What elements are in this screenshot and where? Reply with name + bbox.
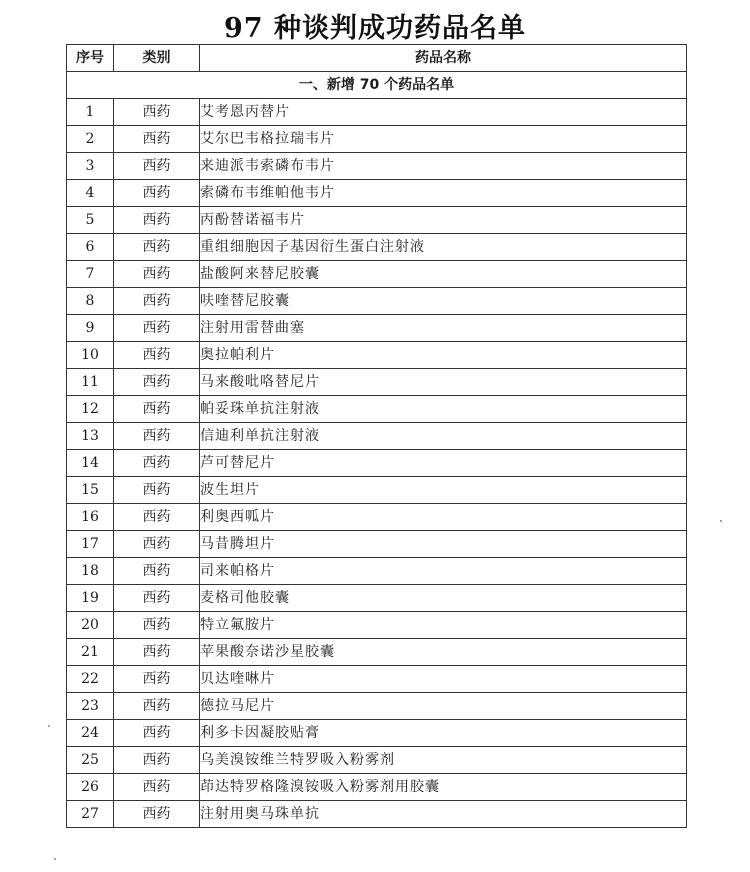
table-row xyxy=(67,450,687,477)
table-row xyxy=(67,477,687,504)
row-category: 西药 xyxy=(114,450,200,477)
row-drug-name: 注射用奥马珠单抗 xyxy=(200,801,687,828)
row-number: 14 xyxy=(67,450,114,477)
row-category: 西药 xyxy=(114,720,200,747)
table-row xyxy=(67,99,687,126)
row-category: 西药 xyxy=(114,612,200,639)
row-drug-name: 马来酸吡咯替尼片 xyxy=(200,369,687,396)
row-number: 20 xyxy=(67,612,114,639)
row-category: 西药 xyxy=(114,369,200,396)
drug-list-table xyxy=(66,44,687,828)
row-number: 3 xyxy=(67,153,114,180)
row-number: 10 xyxy=(67,342,114,369)
table-row xyxy=(67,504,687,531)
section-heading: 一、新增 70 个药品名单 xyxy=(67,72,687,99)
table-row xyxy=(67,612,687,639)
row-category: 西药 xyxy=(114,531,200,558)
row-category: 西药 xyxy=(114,153,200,180)
row-category: 西药 xyxy=(114,774,200,801)
row-drug-name: 来迪派韦索磷布韦片 xyxy=(200,153,687,180)
row-drug-name: 重组细胞因子基因衍生蛋白注射液 xyxy=(200,234,687,261)
row-category: 西药 xyxy=(114,666,200,693)
header-number: 序号 xyxy=(67,45,114,72)
row-drug-name: 艾尔巴韦格拉瑞韦片 xyxy=(200,126,687,153)
table-row xyxy=(67,369,687,396)
row-category: 西药 xyxy=(114,801,200,828)
row-drug-name: 贝达喹啉片 xyxy=(200,666,687,693)
row-drug-name: 信迪利单抗注射液 xyxy=(200,423,687,450)
row-drug-name: 帕妥珠单抗注射液 xyxy=(200,396,687,423)
row-category: 西药 xyxy=(114,639,200,666)
row-number: 1 xyxy=(67,99,114,126)
row-drug-name: 利奥西呱片 xyxy=(200,504,687,531)
table-row xyxy=(67,342,687,369)
row-category: 西药 xyxy=(114,234,200,261)
header-drug-name: 药品名称 xyxy=(200,45,687,72)
row-drug-name: 艾考恩丙替片 xyxy=(200,99,687,126)
table-row xyxy=(67,396,687,423)
row-drug-name: 茚达特罗格隆溴铵吸入粉雾剂用胶囊 xyxy=(200,774,687,801)
row-number: 25 xyxy=(67,747,114,774)
row-number: 11 xyxy=(67,369,114,396)
row-number: 22 xyxy=(67,666,114,693)
row-category: 西药 xyxy=(114,315,200,342)
scan-speck xyxy=(48,725,50,727)
row-drug-name: 丙酚替诺福韦片 xyxy=(200,207,687,234)
row-number: 9 xyxy=(67,315,114,342)
table-row xyxy=(67,531,687,558)
row-category: 西药 xyxy=(114,747,200,774)
row-drug-name: 利多卡因凝胶贴膏 xyxy=(200,720,687,747)
row-number: 5 xyxy=(67,207,114,234)
table-header-row xyxy=(67,45,687,72)
header-category: 类别 xyxy=(114,45,200,72)
row-number: 4 xyxy=(67,180,114,207)
row-category: 西药 xyxy=(114,288,200,315)
row-category: 西药 xyxy=(114,396,200,423)
table-row xyxy=(67,558,687,585)
row-number: 27 xyxy=(67,801,114,828)
row-number: 26 xyxy=(67,774,114,801)
table-row xyxy=(67,801,687,828)
table-row xyxy=(67,693,687,720)
table-row xyxy=(67,207,687,234)
row-drug-name: 奥拉帕利片 xyxy=(200,342,687,369)
row-drug-name: 马昔腾坦片 xyxy=(200,531,687,558)
table-row xyxy=(67,720,687,747)
row-category: 西药 xyxy=(114,585,200,612)
row-drug-name: 波生坦片 xyxy=(200,477,687,504)
row-category: 西药 xyxy=(114,342,200,369)
table-row xyxy=(67,315,687,342)
table-row xyxy=(67,261,687,288)
table-row xyxy=(67,747,687,774)
row-category: 西药 xyxy=(114,99,200,126)
row-number: 13 xyxy=(67,423,114,450)
row-category: 西药 xyxy=(114,126,200,153)
row-category: 西药 xyxy=(114,207,200,234)
page-title: 97 种谈判成功药品名单 xyxy=(224,13,526,44)
row-drug-name: 司来帕格片 xyxy=(200,558,687,585)
scan-speck xyxy=(720,520,722,522)
row-drug-name: 呋喹替尼胶囊 xyxy=(200,288,687,315)
row-category: 西药 xyxy=(114,693,200,720)
row-number: 12 xyxy=(67,396,114,423)
row-category: 西药 xyxy=(114,423,200,450)
table-row xyxy=(67,585,687,612)
table-row xyxy=(67,774,687,801)
table-row xyxy=(67,666,687,693)
row-number: 21 xyxy=(67,639,114,666)
row-number: 24 xyxy=(67,720,114,747)
row-number: 17 xyxy=(67,531,114,558)
row-drug-name: 注射用雷替曲塞 xyxy=(200,315,687,342)
row-drug-name: 特立氟胺片 xyxy=(200,612,687,639)
row-category: 西药 xyxy=(114,477,200,504)
row-drug-name: 苹果酸奈诺沙星胶囊 xyxy=(200,639,687,666)
row-drug-name: 乌美溴铵维兰特罗吸入粉雾剂 xyxy=(200,747,687,774)
row-number: 19 xyxy=(67,585,114,612)
row-drug-name: 索磷布韦维帕他韦片 xyxy=(200,180,687,207)
section-heading-row xyxy=(67,72,687,99)
row-category: 西药 xyxy=(114,180,200,207)
table-row xyxy=(67,126,687,153)
table-row xyxy=(67,153,687,180)
row-number: 23 xyxy=(67,693,114,720)
row-drug-name: 盐酸阿来替尼胶囊 xyxy=(200,261,687,288)
row-number: 7 xyxy=(67,261,114,288)
row-category: 西药 xyxy=(114,558,200,585)
row-category: 西药 xyxy=(114,504,200,531)
table-row xyxy=(67,180,687,207)
table-row xyxy=(67,288,687,315)
row-number: 18 xyxy=(67,558,114,585)
row-drug-name: 麦格司他胶囊 xyxy=(200,585,687,612)
row-number: 16 xyxy=(67,504,114,531)
row-number: 15 xyxy=(67,477,114,504)
row-drug-name: 德拉马尼片 xyxy=(200,693,687,720)
table-row xyxy=(67,234,687,261)
row-number: 6 xyxy=(67,234,114,261)
row-category: 西药 xyxy=(114,261,200,288)
row-number: 8 xyxy=(67,288,114,315)
row-drug-name: 芦可替尼片 xyxy=(200,450,687,477)
table-row xyxy=(67,423,687,450)
row-number: 2 xyxy=(67,126,114,153)
scan-speck xyxy=(54,858,56,860)
table-row xyxy=(67,639,687,666)
